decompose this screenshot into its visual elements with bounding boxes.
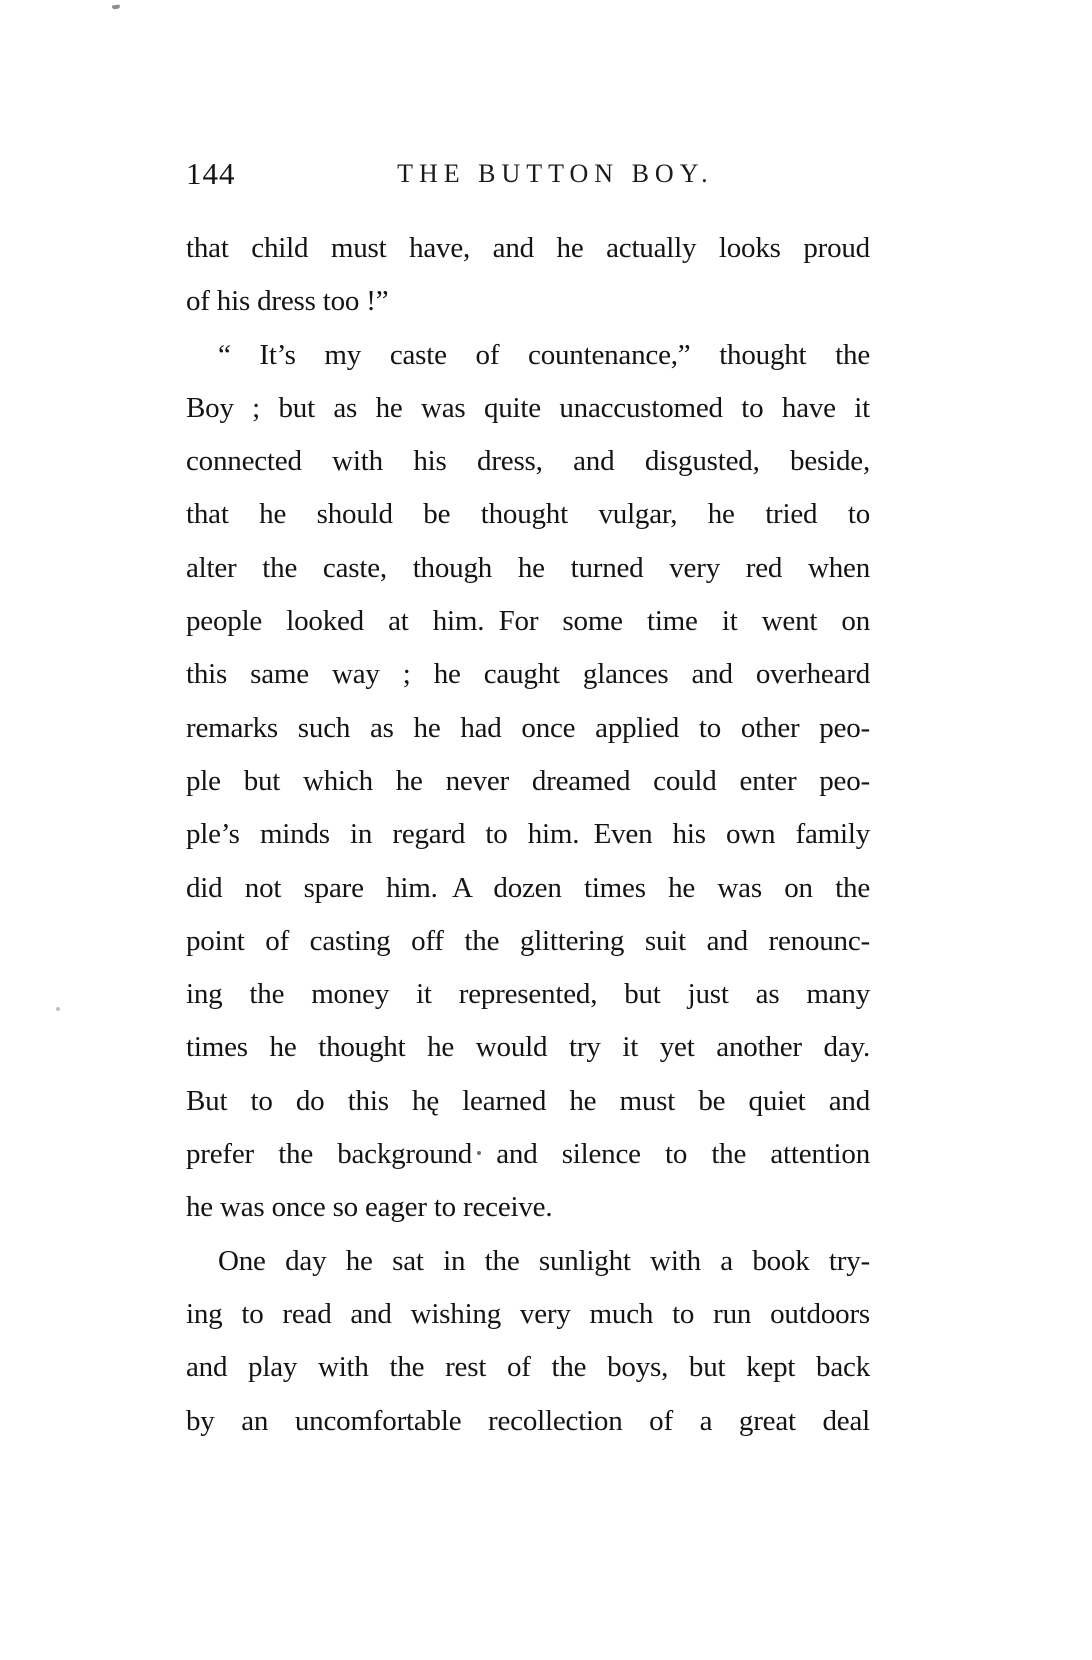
page-number: 144 — [186, 156, 236, 191]
running-head: THE BUTTON BOY. — [397, 159, 714, 188]
text-line: alter the caste, though he turned very red when — [186, 551, 870, 584]
text-line: “ It’s my caste of countenance,” thought the — [218, 338, 870, 371]
text-line: prefer the background and silence to the attention — [186, 1138, 870, 1171]
text-line: and play with the rest of the boys, but kept back — [186, 1351, 870, 1384]
text-line: ple but which he never dreamed could enter peo- — [186, 764, 870, 797]
page-header — [186, 156, 870, 200]
text-line: by an uncomfortable recollection of a great deal — [186, 1404, 870, 1437]
text-line: ing to read and wishing very much to run outdoors — [186, 1297, 870, 1330]
text-line: One day he sat in the sunlight with a book try- — [218, 1244, 870, 1277]
text-line: that child must have, and he actually looks proud — [186, 232, 870, 264]
body-text — [186, 222, 870, 1448]
text-line: did not spare him. A dozen times he was on the — [186, 871, 870, 904]
text-line: this same way ; he caught glances and overheard — [186, 658, 870, 691]
text-line: people looked at him. For some time it went on — [186, 605, 870, 638]
text-line: point of casting off the glittering suit and renounc- — [186, 924, 870, 957]
text-line: ing the money it represented, but just as many — [186, 978, 870, 1011]
text-line: connected with his dress, and disgusted, beside, — [186, 445, 870, 478]
text-line: ple’s minds in regard to him. Even his own family — [186, 818, 870, 851]
text-line: he was once so eager to receive. — [186, 1191, 553, 1224]
text-line: remarks such as he had once applied to other peo- — [186, 711, 870, 744]
text-line: But to do this hę learned he must be quiet and — [186, 1084, 870, 1117]
text-line: Boy ; but as he was quite unaccustomed to have it — [186, 391, 870, 424]
ink-speck-top — [112, 4, 120, 9]
ink-speck-left-margin — [56, 1007, 60, 1011]
text-line: that he should be thought vulgar, he tried to — [186, 498, 870, 531]
text-line: times he thought he would try it yet another day. — [186, 1031, 870, 1064]
text-line: of his dress too !” — [186, 285, 389, 318]
